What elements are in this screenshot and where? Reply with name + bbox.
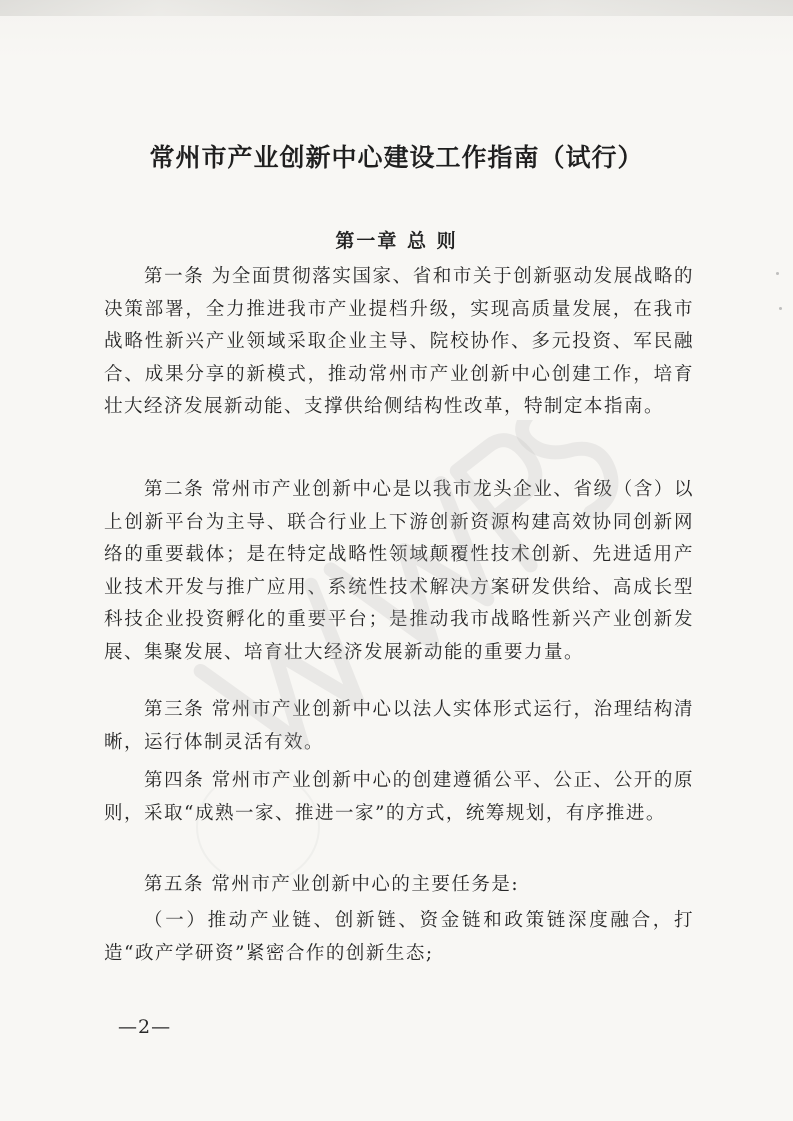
scan-speck <box>779 307 782 310</box>
article-4 <box>104 765 694 830</box>
scan-edge-shadow <box>0 0 793 16</box>
article-5 <box>104 869 694 902</box>
chapter-heading: 第一章 总 则 <box>335 230 458 252</box>
document-title: 常州市产业创新中心建设工作指南（试行） <box>149 143 644 172</box>
article-3 <box>104 694 694 759</box>
article-5-item-1 <box>104 905 694 970</box>
scan-speck <box>776 272 779 275</box>
page-number: —2— <box>118 1016 172 1038</box>
paragraph-article-1: 第一条 为全面贯彻落实国家、省和市关于创新驱动发展战略的决策部署，全力推进我市产业提档升级，实现高质量发展，在我市战略性新兴产业领域采取企业主导、院校协作、多元投资、军民融合、成果分享的新模式，推动常州市产业创新中心创建工作，培育壮大经济发展新动能、支撑供给侧结构性改革，特制定本指南。 <box>104 266 694 417</box>
article-2 <box>104 474 694 669</box>
article-1 <box>104 261 694 424</box>
paragraph-article-5-item-1: （一）推动产业链、创新链、资金链和政策链深度融合，打造“政产学研资”紧密合作的创新生态; <box>104 910 694 964</box>
paragraph-article-5: 第五条 常州市产业创新中心的主要任务是: <box>144 874 520 895</box>
paragraph-article-2: 第二条 常州市产业创新中心是以我市龙头企业、省级（含）以上创新平台为主导、联合行业上下游创新资源构建高效协同创新网络的重要载体；是在特定战略性领域颠覆性技术创新、先进适用产业技术开发与推广应用、系统性技术解决方案研发供给、高成长型科技企业投资孵化的重要平台；是推动我市战略性新兴产业创新发展、集聚发展、培育壮大经济发展新动能的重要力量。 <box>104 479 694 663</box>
paragraph-article-3: 第三条 常州市产业创新中心以法人实体形式运行，治理结构清晰，运行体制灵活有效。 <box>104 699 694 753</box>
paragraph-article-4: 第四条 常州市产业创新中心的创建遵循公平、公正、公开的原则，采取“成熟一家、推进一家”的方式，统筹规划，有序推进。 <box>104 770 694 824</box>
